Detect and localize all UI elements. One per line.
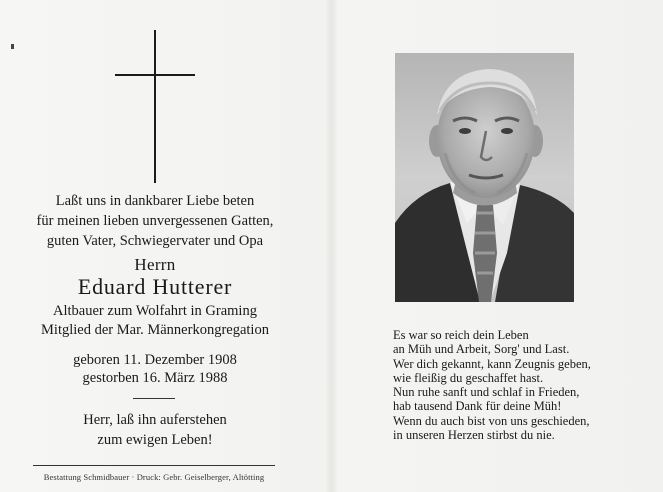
memorial-poem xyxy=(393,328,591,442)
poem-line: in unseren Herzen stirbst du nie. xyxy=(393,428,555,443)
closing-line: zum ewigen Leben! xyxy=(97,432,213,448)
prayer-line: Laßt uns in dankbarer Liebe beten xyxy=(55,193,255,209)
imprint-text: Bestattung Schmidbauer · Druck: Gebr. Geiselberger, Altötting xyxy=(43,472,265,482)
poem-line: wie fleißig du geschaffet hast. xyxy=(393,370,544,385)
poem-line: Nun ruhe sanft und schlaf in Frieden, xyxy=(393,385,580,400)
poem-line: Es war so reich dein Leben xyxy=(393,328,529,342)
poem-line: Wenn du auch bist von uns geschieden, xyxy=(393,413,590,428)
poem-line: an Müh und Arbeit, Sorg' und Last. xyxy=(393,342,570,357)
cross-vertical-bar xyxy=(154,30,156,183)
footer-divider xyxy=(33,465,275,466)
prayer-line: guten Vater, Schwiegervater und Opa xyxy=(46,233,264,249)
birth-date: geboren 11. Dezember 1908 xyxy=(73,352,237,368)
closing-prayer xyxy=(0,410,310,450)
divider xyxy=(133,398,175,399)
title-line: Altbauer zum Wolfahrt in Graming xyxy=(53,303,257,319)
portrait-illustration xyxy=(395,53,574,302)
left-panel xyxy=(0,0,330,492)
life-dates xyxy=(0,351,310,387)
edge-mark xyxy=(11,44,14,49)
closing-line: Herr, laß ihn auferstehen xyxy=(83,412,227,428)
deceased-name: Eduard Hutterer xyxy=(77,274,233,299)
salutation: Herrn xyxy=(134,255,176,274)
prayer-line: für meinen lieben unvergessenen Gatten, xyxy=(36,213,274,229)
deceased-titles xyxy=(0,302,310,340)
poem-line: Wer dich gekannt, kann Zeugnis geben, xyxy=(393,356,591,371)
poem-line: hab tausend Dank für deine Müh! xyxy=(393,399,562,414)
title-line: Mitglied der Mar. Männerkongregation xyxy=(41,322,269,338)
prayer-text xyxy=(0,191,310,251)
cross-horizontal-bar xyxy=(115,74,195,76)
death-date: gestorben 16. März 1988 xyxy=(82,370,228,386)
portrait-photo xyxy=(395,53,574,302)
